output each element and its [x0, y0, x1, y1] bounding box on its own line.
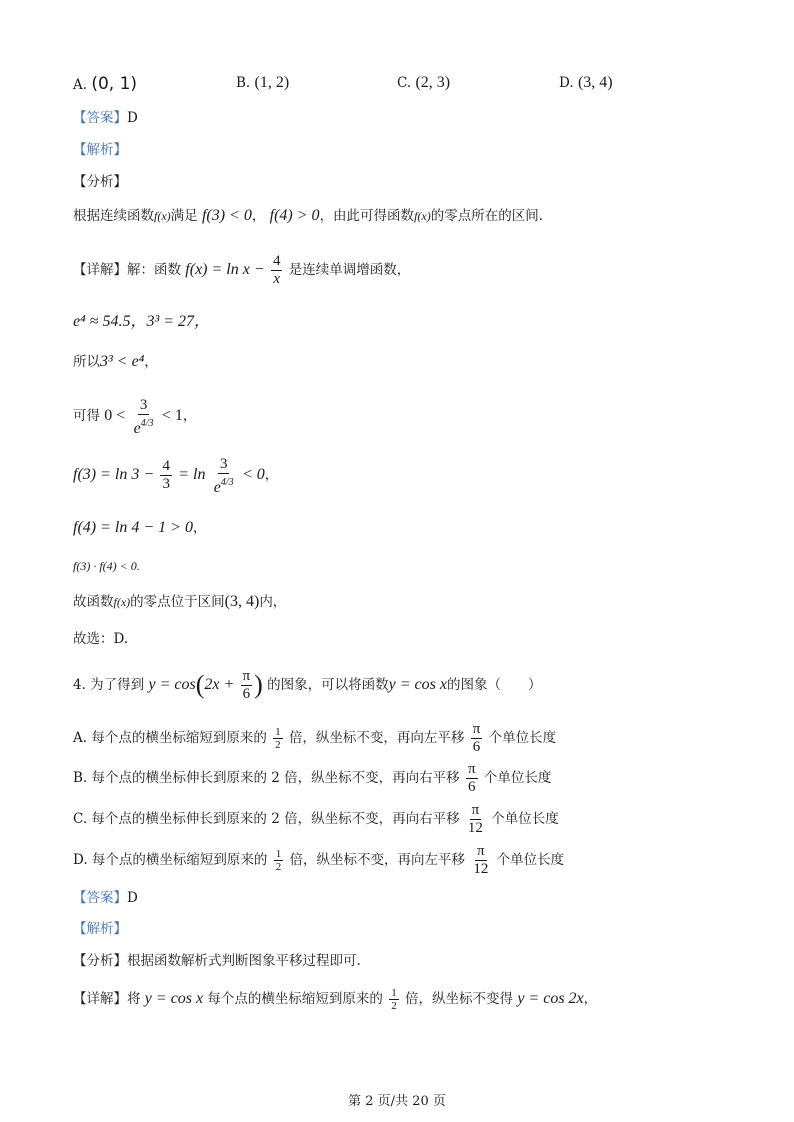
fraction: $\frac{\pi}{6}$ [467, 761, 476, 795]
q4-option-a: A. 每个点的横坐标缩短到原来的 $\frac{1}{2}$ 倍，纵坐标不变，再向左平移 $\frac{\pi}{6}$ 个单位长度 [73, 721, 557, 755]
q4-answer: 【答案】D [73, 890, 138, 906]
fraction: $\frac{1}{2}$ [275, 848, 282, 873]
q3-answer: 【答案】D [73, 110, 138, 126]
option-c-value: (2, 3) [415, 74, 451, 91]
q4-stem: 4. 为了得到 y = cos(2x + $\frac{\pi}{6}$ ) 的图象，可以将函数y = cos x的图象（ ） [73, 668, 542, 702]
page-footer: 第 2 页/共 20 页 [348, 1094, 446, 1109]
q3-line-prod: f(3) · f(4) < 0. [73, 559, 140, 573]
q3-fenxi-tag: 【分析】 [73, 174, 127, 190]
q3-line-f4: f(4) = ln 4 − 1 > 0， [73, 519, 207, 536]
q4-analysis-tag: 【解析】 [73, 921, 127, 937]
q3-fenxi-text: 根据连续函数f(x)满足 f(3) < 0， f(4) > 0，由此可得函数f(x)的零点所在的区间. [73, 207, 544, 224]
fraction: $\frac{1}{2}$ [391, 987, 397, 1012]
option-d-value: (3, 4) [577, 74, 613, 91]
option-a: A. (0, 1) [73, 74, 138, 94]
fraction: $\frac{\pi}{12}$ [467, 802, 483, 836]
option-d: D. (3, 4) [559, 74, 613, 91]
option-b: B. (1, 2) [236, 74, 290, 91]
fraction: $\frac{1}{2}$ [275, 726, 281, 751]
q4-fenxi: 【分析】根据函数解析式判断图象平移过程即可. [73, 953, 361, 969]
q3-detail: 【详解】解：函数 f(x) = ln x − $\frac{4}{x}$ 是连续单调增函数， [73, 253, 411, 287]
q4-detail: 【详解】将 y = cos x 每个点的横坐标缩短到原来的 $\frac{1}{2}$ 倍，纵坐标不变得 y = cos 2x， [73, 987, 598, 1012]
q3-line-choose: 故选：D. [73, 631, 129, 647]
option-a-value: (0, 1) [91, 74, 138, 94]
fraction: $\frac{3}{e^{4/3}}$ [213, 455, 234, 496]
q3-analysis-tag: 【解析】 [73, 142, 127, 158]
q3-line-f3: f(3) = ln 3 − $\frac{4}{3}$ = ln $\frac{3}{e^{4/3}}$ < 0， [73, 455, 279, 496]
q3-line-gu: 故函数f(x)的零点位于区间(3, 4)内， [73, 593, 287, 610]
fraction: $\frac{\pi}{6}$ [472, 721, 481, 755]
q4-option-d: D. 每个点的横坐标缩短到原来的 $\frac{1}{2}$ 倍，纵坐标不变，再向左平移 $\frac{\pi}{12}$ 个单位长度 [73, 843, 565, 877]
q4-option-c: C. 每个点的横坐标伸长到原来的 2 倍，纵坐标不变，再向右平移 $\frac{\pi}{12}$ 个单位长度 [73, 802, 559, 836]
fraction: $\frac{3}{e^{4/3}}$ [133, 396, 154, 437]
q3-line-e4: e⁴ ≈ 54.5，3³ = 27， [73, 313, 211, 330]
q4-option-b: B. 每个点的横坐标伸长到原来的 2 倍，纵坐标不变，再向右平移 $\frac{\pi}{6}$ 个单位长度 [73, 761, 552, 795]
fraction: $\frac{\pi}{12}$ [473, 843, 489, 877]
q3-line-so: 所以3³ < e⁴， [73, 353, 158, 370]
fraction: $\frac{4}{x}$ [272, 253, 281, 287]
option-b-value: (1, 2) [254, 74, 290, 91]
fraction: $\frac{\pi}{6}$ [242, 668, 251, 702]
fraction: $\frac{4}{3}$ [162, 458, 170, 492]
option-c: C. (2, 3) [397, 74, 451, 91]
q3-line-ke: 可得 0 < $\frac{3}{e^{4/3}}$ < 1， [73, 396, 197, 437]
